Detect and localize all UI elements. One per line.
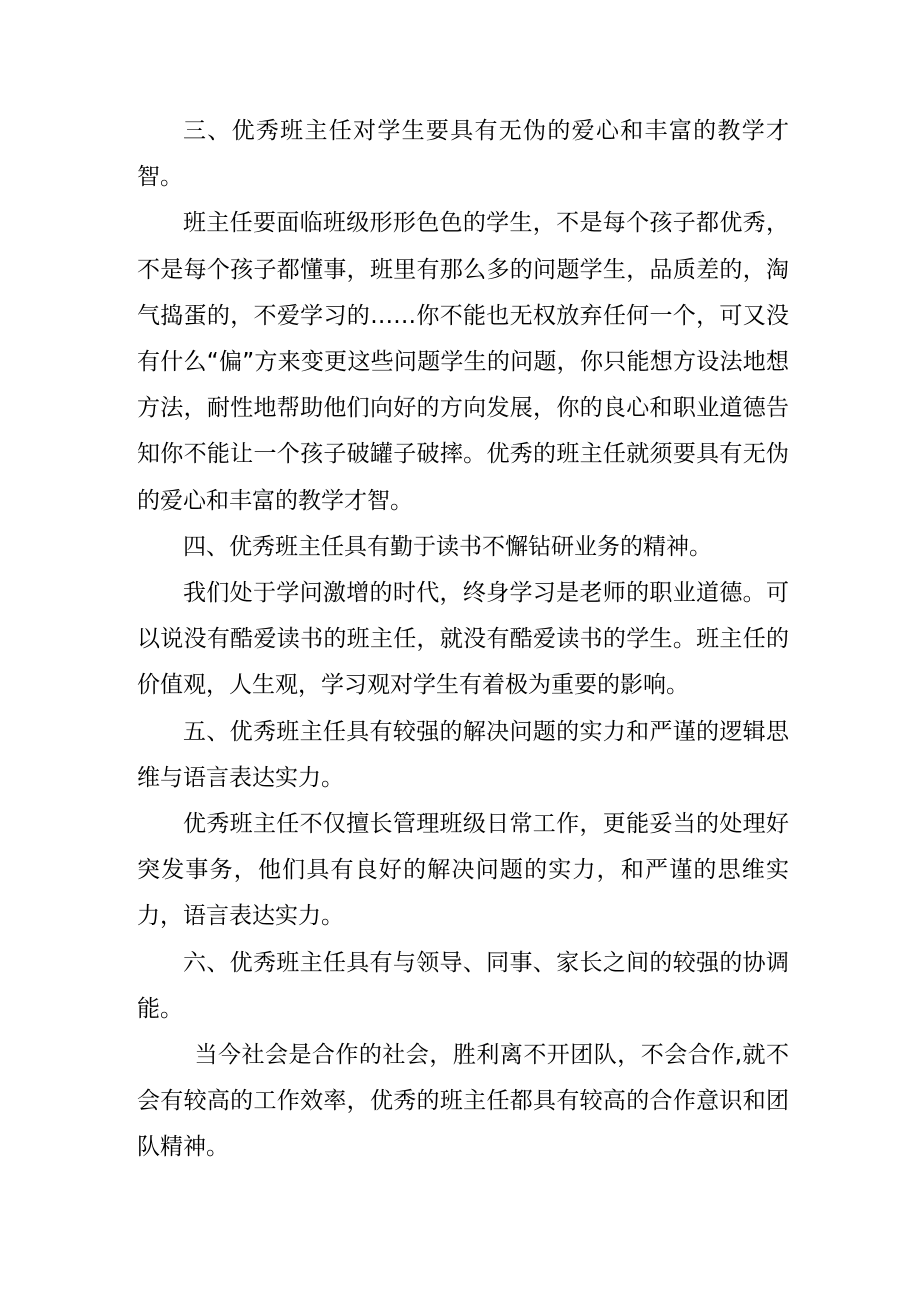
body-paragraph: 当今社会是合作的社会，胜利离不开团队，不会合作,就不会有较高的工作效率，优秀的班主任都具有较高的合作意识和团队精神。 <box>137 1042 789 1161</box>
section-heading-6: 六、优秀班主任具有与领导、同事、家长之间的较强的协调能。 <box>137 949 789 1022</box>
document-body <box>137 108 789 1171</box>
body-paragraph: 我们处于学问激增的时代，终身学习是老师的职业道德。可以说没有酷爱读书的班主任，就没有酷爱读书的学生。班主任的价值观，人生观，学习观对学生有着极为重要的影响。 <box>137 580 789 699</box>
section-heading-3: 三、优秀班主任对学生要具有无伪的爱心和丰富的教学才智。 <box>137 118 789 191</box>
body-paragraph: 班主任要面临班级形形色色的学生，不是每个孩子都优秀，不是每个孩子都懂事，班里有那么多的问题学生，品质差的，淘气捣蛋的，不爱学习的……你不能也无权放弃任何一个，可又没有什么“偏”方来变更这些问题学生的问题，你只能想方设法地想方法，耐性地帮助他们向好的方向发展，你的良心和职业道德告知你不能让一个孩子破罐子破摔。优秀的班主任就须要具有无伪的爱心和丰富的教学才智。 <box>137 210 789 514</box>
section-heading-5: 五、优秀班主任具有较强的解决问题的实力和严谨的逻辑思维与语言表达实力。 <box>137 718 789 791</box>
body-paragraph: 优秀班主任不仅擅长管理班级日常工作，更能妥当的处理好突发事务，他们具有良好的解决问题的实力，和严谨的思维实力，语言表达实力。 <box>137 811 789 930</box>
section-heading-4: 四、优秀班主任具有勤于读书不懈钻研业务的精神。 <box>183 533 712 560</box>
